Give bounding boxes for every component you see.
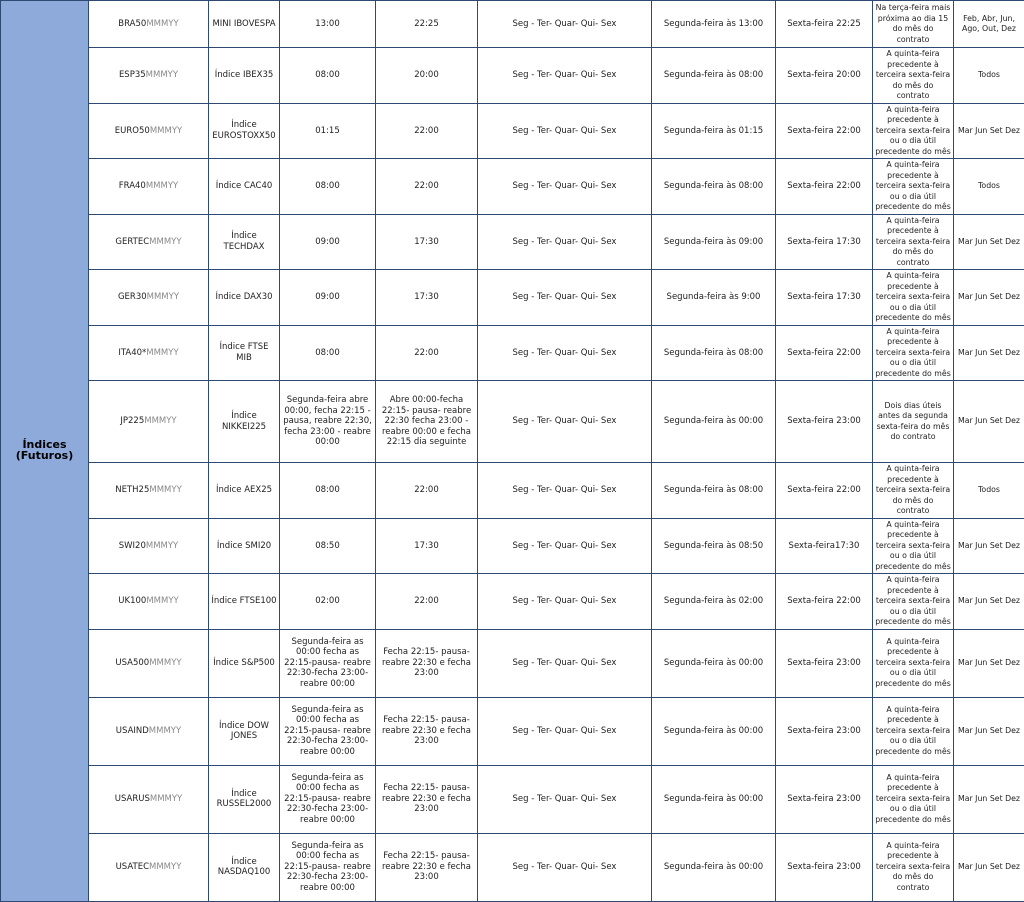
symbol-code: EURO50 — [115, 126, 150, 136]
index-name-cell: Índice FTSE MIB — [209, 325, 280, 381]
contract-months-cell: Mar Jun Set Dez — [954, 629, 1024, 697]
week-open-cell: Segunda-feira às 00:00 — [652, 629, 776, 697]
expiry-rule-cell: Na terça-feira mais próxima ao dia 15 do mês do contrato — [873, 1, 954, 48]
close-time-cell: 17:30 — [376, 270, 478, 326]
table-row — [1, 574, 1024, 630]
symbol-cell — [89, 381, 209, 463]
index-name-cell: Índice EUROSTOXX50 — [209, 103, 280, 159]
week-close-cell: Sexta-feira 17:30 — [776, 214, 873, 270]
close-time-cell: 22:00 — [376, 103, 478, 159]
index-name-cell: Índice AEX25 — [209, 463, 280, 519]
table-row — [1, 214, 1024, 270]
symbol-cell — [89, 159, 209, 215]
symbol-expiry-suffix: MMMYY — [146, 541, 178, 551]
symbol-code: UK100 — [118, 596, 146, 606]
index-name-cell: Índice RUSSEL2000 — [209, 765, 280, 833]
expiry-rule-cell: A quinta-feira precedente à terceira sexta-feira ou o dia útil precedente do mês — [873, 103, 954, 159]
week-close-cell: Sexta-feira17:30 — [776, 518, 873, 574]
week-open-cell: Segunda-feira às 08:00 — [652, 159, 776, 215]
expiry-rule-cell: Dois dias úteis antes da segunda sexta-feira do mês do contrato — [873, 381, 954, 463]
symbol-code: ITA40* — [118, 348, 146, 358]
week-close-cell: Sexta-feira 22:00 — [776, 159, 873, 215]
symbol-expiry-suffix: MMMYY — [149, 237, 181, 247]
trading-days-cell: Seg - Ter- Quar- Qui- Sex — [478, 214, 652, 270]
trading-days-cell: Seg - Ter- Quar- Qui- Sex — [478, 574, 652, 630]
category-cell — [1, 1, 89, 902]
symbol-expiry-suffix: MMMYY — [146, 181, 178, 191]
symbol-cell — [89, 270, 209, 326]
contract-months-cell: Mar Jun Set Dez — [954, 381, 1024, 463]
close-time-cell: 22:00 — [376, 574, 478, 630]
close-time-cell: 20:00 — [376, 48, 478, 104]
expiry-rule-cell: A quinta-feira precedente à terceira sexta-feira ou o dia útil precedente do mês — [873, 270, 954, 326]
trading-days-cell: Seg - Ter- Quar- Qui- Sex — [478, 518, 652, 574]
symbol-cell — [89, 765, 209, 833]
symbol-cell — [89, 325, 209, 381]
open-time-cell: Segunda-feira as 00:00 fecha as 22:15-pausa- reabre 22:30-fecha 23:00- reabre 00:00 — [280, 765, 376, 833]
open-time-cell: 09:00 — [280, 214, 376, 270]
symbol-code: SWI20 — [119, 541, 146, 551]
week-close-cell: Sexta-feira 23:00 — [776, 697, 873, 765]
expiry-rule-cell: A quinta-feira precedente à terceira sexta-feira ou o dia útil precedente do mês — [873, 629, 954, 697]
index-name-cell: Índice SMI20 — [209, 518, 280, 574]
open-time-cell: 08:00 — [280, 159, 376, 215]
contract-months-cell: Mar Jun Set Dez — [954, 325, 1024, 381]
contract-months-cell: Mar Jun Set Dez — [954, 765, 1024, 833]
index-name-cell: MINI IBOVESPA — [209, 1, 280, 48]
index-name-cell: Índice NIKKEI225 — [209, 381, 280, 463]
index-name-cell: Índice TECHDAX — [209, 214, 280, 270]
symbol-cell — [89, 1, 209, 48]
table-row — [1, 381, 1024, 463]
table-row — [1, 270, 1024, 326]
week-close-cell: Sexta-feira 22:00 — [776, 463, 873, 519]
table-row — [1, 629, 1024, 697]
symbol-expiry-suffix: MMMYY — [146, 348, 178, 358]
trading-days-cell: Seg - Ter- Quar- Qui- Sex — [478, 381, 652, 463]
open-time-cell: 01:15 — [280, 103, 376, 159]
symbol-expiry-suffix: MMMYY — [146, 19, 178, 29]
symbol-expiry-suffix: MMMYY — [149, 658, 181, 668]
trading-days-cell: Seg - Ter- Quar- Qui- Sex — [478, 463, 652, 519]
symbol-code: USATEC — [116, 862, 149, 872]
week-open-cell: Segunda-feira às 08:00 — [652, 325, 776, 381]
table-row — [1, 833, 1024, 901]
trading-days-cell: Seg - Ter- Quar- Qui- Sex — [478, 833, 652, 901]
week-close-cell: Sexta-feira 23:00 — [776, 629, 873, 697]
index-name-cell: Índice NASDAQ100 — [209, 833, 280, 901]
contract-months-cell: Mar Jun Set Dez — [954, 214, 1024, 270]
expiry-rule-cell: A quinta-feira precedente à terceira sexta-feira ou o dia útil precedente do mês — [873, 325, 954, 381]
contract-months-cell: Mar Jun Set Dez — [954, 270, 1024, 326]
expiry-rule-cell: A quinta-feira precedente à terceira sexta-feira ou o dia útil precedente do mês — [873, 765, 954, 833]
week-open-cell: Segunda-feira às 08:50 — [652, 518, 776, 574]
close-time-cell: 22:00 — [376, 463, 478, 519]
close-time-cell: 22:00 — [376, 325, 478, 381]
week-close-cell: Sexta-feira 17:30 — [776, 270, 873, 326]
expiry-rule-cell: A quinta-feira precedente à terceira sexta-feira do mês do contrato — [873, 214, 954, 270]
week-open-cell: Segunda-feira às 00:00 — [652, 833, 776, 901]
contract-months-cell: Mar Jun Set Dez — [954, 833, 1024, 901]
contract-months-cell: Todos — [954, 463, 1024, 519]
expiry-rule-cell: A quinta-feira precedente à terceira sexta-feira do mês do contrato — [873, 48, 954, 104]
expiry-rule-cell: A quinta-feira precedente à terceira sexta-feira do mês do contrato — [873, 833, 954, 901]
close-time-cell: Fecha 22:15- pausa- reabre 22:30 e fecha 23:00 — [376, 697, 478, 765]
expiry-rule-cell: A quinta-feira precedente à terceira sexta-feira ou o dia útil precedente do mês — [873, 697, 954, 765]
symbol-expiry-suffix: MMMYY — [149, 485, 181, 495]
contract-months-cell: Todos — [954, 48, 1024, 104]
close-time-cell: Fecha 22:15- pausa- reabre 22:30 e fecha 23:00 — [376, 833, 478, 901]
close-time-cell: Fecha 22:15- pausa- reabre 22:30 e fecha 23:00 — [376, 765, 478, 833]
week-open-cell: Segunda-feira às 01:15 — [652, 103, 776, 159]
table-row — [1, 103, 1024, 159]
table-row — [1, 1, 1024, 48]
week-open-cell: Segunda-feira às 00:00 — [652, 697, 776, 765]
open-time-cell: 08:00 — [280, 463, 376, 519]
index-name-cell: Índice DAX30 — [209, 270, 280, 326]
contract-months-cell: Mar Jun Set Dez — [954, 574, 1024, 630]
category-label: Índices — [3, 440, 86, 451]
symbol-code: FRA40 — [119, 181, 146, 191]
week-open-cell: Segunda-feira às 08:00 — [652, 48, 776, 104]
week-close-cell: Sexta-feira 22:25 — [776, 1, 873, 48]
trading-days-cell: Seg - Ter- Quar- Qui- Sex — [478, 1, 652, 48]
trading-days-cell: Seg - Ter- Quar- Qui- Sex — [478, 325, 652, 381]
week-open-cell: Segunda-feira às 13:00 — [652, 1, 776, 48]
symbol-cell — [89, 463, 209, 519]
symbol-expiry-suffix: MMMYY — [147, 292, 179, 302]
symbol-expiry-suffix: MMMYY — [149, 862, 181, 872]
trading-days-cell: Seg - Ter- Quar- Qui- Sex — [478, 629, 652, 697]
index-name-cell: Índice FTSE100 — [209, 574, 280, 630]
symbol-cell — [89, 103, 209, 159]
week-open-cell: Segunda-feira às 08:00 — [652, 463, 776, 519]
close-time-cell: 17:30 — [376, 214, 478, 270]
close-time-cell: 17:30 — [376, 518, 478, 574]
expiry-rule-cell: A quinta-feira precedente à terceira sexta-feira do mês do contrato — [873, 463, 954, 519]
trading-days-cell: Seg - Ter- Quar- Qui- Sex — [478, 697, 652, 765]
symbol-expiry-suffix: MMMYY — [150, 126, 182, 136]
open-time-cell: 09:00 — [280, 270, 376, 326]
symbol-cell — [89, 214, 209, 270]
symbol-expiry-suffix: MMMYY — [146, 596, 178, 606]
week-open-cell: Segunda-feira às 09:00 — [652, 214, 776, 270]
week-close-cell: Sexta-feira 22:00 — [776, 103, 873, 159]
week-close-cell: Sexta-feira 23:00 — [776, 765, 873, 833]
week-close-cell: Sexta-feira 22:00 — [776, 325, 873, 381]
category-sublabel: (Futuros) — [3, 451, 86, 462]
week-close-cell: Sexta-feira 23:00 — [776, 833, 873, 901]
symbol-cell — [89, 697, 209, 765]
open-time-cell: 02:00 — [280, 574, 376, 630]
table-row — [1, 518, 1024, 574]
close-time-cell: 22:00 — [376, 159, 478, 215]
symbol-expiry-suffix: MMMYY — [144, 416, 176, 426]
symbol-cell — [89, 518, 209, 574]
symbol-code: GER30 — [118, 292, 147, 302]
table-row — [1, 159, 1024, 215]
week-open-cell: Segunda-feira às 00:00 — [652, 381, 776, 463]
symbol-code: NETH25 — [115, 485, 149, 495]
open-time-cell: 13:00 — [280, 1, 376, 48]
expiry-rule-cell: A quinta-feira precedente à terceira sexta-feira ou o dia útil precedente do mês — [873, 574, 954, 630]
week-close-cell: Sexta-feira 23:00 — [776, 381, 873, 463]
week-open-cell: Segunda-feira às 00:00 — [652, 765, 776, 833]
trading-days-cell: Seg - Ter- Quar- Qui- Sex — [478, 103, 652, 159]
symbol-cell — [89, 574, 209, 630]
week-close-cell: Sexta-feira 22:00 — [776, 574, 873, 630]
contract-months-cell: Mar Jun Set Dez — [954, 103, 1024, 159]
trading-days-cell: Seg - Ter- Quar- Qui- Sex — [478, 765, 652, 833]
symbol-code: USA500 — [115, 658, 149, 668]
table-row — [1, 765, 1024, 833]
table-row — [1, 697, 1024, 765]
close-time-cell: 22:25 — [376, 1, 478, 48]
trading-days-cell: Seg - Ter- Quar- Qui- Sex — [478, 48, 652, 104]
trading-days-cell: Seg - Ter- Quar- Qui- Sex — [478, 270, 652, 326]
symbol-cell — [89, 48, 209, 104]
contract-months-cell: Todos — [954, 159, 1024, 215]
week-open-cell: Segunda-feira às 02:00 — [652, 574, 776, 630]
open-time-cell: Segunda-feira as 00:00 fecha as 22:15-pausa- reabre 22:30-fecha 23:00- reabre 00:00 — [280, 833, 376, 901]
expiry-rule-cell: A quinta-feira precedente à terceira sexta-feira ou o dia útil precedente do mês — [873, 518, 954, 574]
symbol-code: ESP35 — [119, 70, 146, 80]
open-time-cell: Segunda-feira as 00:00 fecha as 22:15-pausa- reabre 22:30-fecha 23:00- reabre 00:00 — [280, 629, 376, 697]
symbol-cell — [89, 629, 209, 697]
symbol-cell — [89, 833, 209, 901]
index-name-cell: Índice IBEX35 — [209, 48, 280, 104]
open-time-cell: Segunda-feira as 00:00 fecha as 22:15-pausa- reabre 22:30-fecha 23:00- reabre 00:00 — [280, 697, 376, 765]
close-time-cell: Fecha 22:15- pausa- reabre 22:30 e fecha 23:00 — [376, 629, 478, 697]
index-name-cell: Índice DOW JONES — [209, 697, 280, 765]
close-time-cell: Abre 00:00-fecha 22:15- pausa- reabre 22:30 fecha 23:00 - reabre 00:00 e fecha 22:15 dia seguinte — [376, 381, 478, 463]
contract-months-cell: Mar Jun Set Dez — [954, 697, 1024, 765]
symbol-expiry-suffix: MMMYY — [149, 726, 181, 736]
contract-months-cell: Feb, Abr, Jun, Ago, Out, Dez — [954, 1, 1024, 48]
week-open-cell: Segunda-feira às 9:00 — [652, 270, 776, 326]
symbol-code: USAIND — [116, 726, 149, 736]
open-time-cell: Segunda-feira abre 00:00, fecha 22:15 - pausa, reabre 22:30, fecha 23:00 - reabre 00:00 — [280, 381, 376, 463]
open-time-cell: 08:00 — [280, 325, 376, 381]
symbol-expiry-suffix: MMMYY — [146, 70, 178, 80]
symbol-code: BRA50 — [118, 19, 146, 29]
week-close-cell: Sexta-feira 20:00 — [776, 48, 873, 104]
open-time-cell: 08:50 — [280, 518, 376, 574]
symbol-code: GERTEC — [115, 237, 149, 247]
expiry-rule-cell: A quinta-feira precedente à terceira sexta-feira ou o dia útil precedente do mês — [873, 159, 954, 215]
contract-months-cell: Mar Jun Set Dez — [954, 518, 1024, 574]
open-time-cell: 08:00 — [280, 48, 376, 104]
index-name-cell: Índice CAC40 — [209, 159, 280, 215]
table-row — [1, 48, 1024, 104]
table-row — [1, 463, 1024, 519]
symbol-expiry-suffix: MMMYY — [150, 794, 182, 804]
index-name-cell: Índice S&P500 — [209, 629, 280, 697]
symbol-code: JP225 — [120, 416, 144, 426]
trading-days-cell: Seg - Ter- Quar- Qui- Sex — [478, 159, 652, 215]
symbol-code: USARUS — [115, 794, 150, 804]
table-row — [1, 325, 1024, 381]
